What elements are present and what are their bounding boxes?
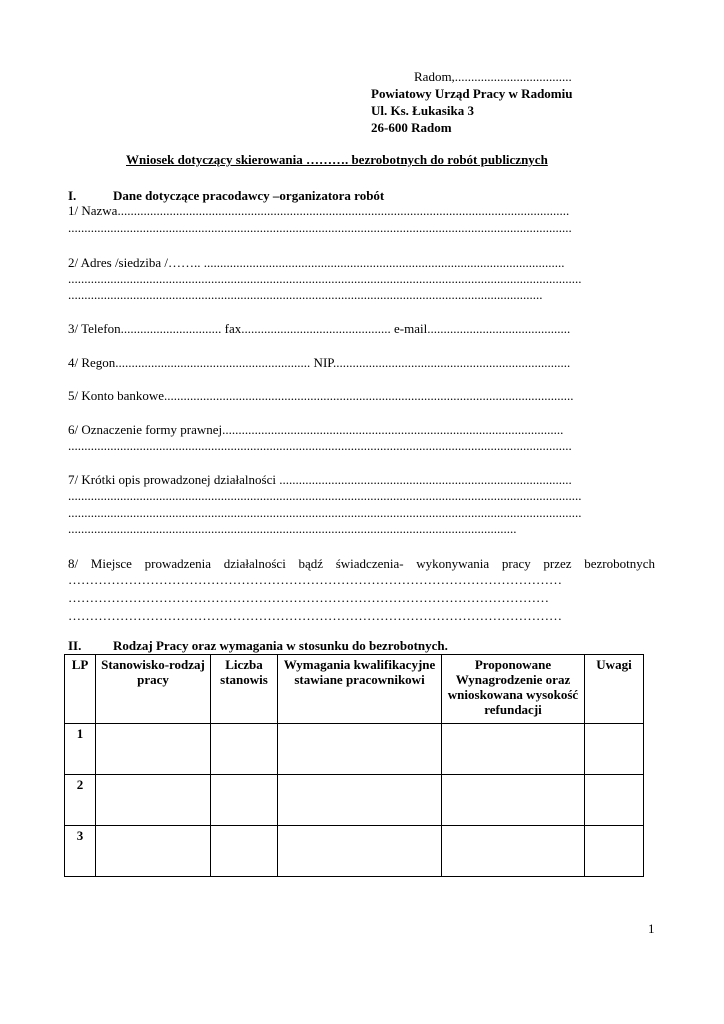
name-field[interactable]: 1/ Nazwa........................................................................................................................................... bbox=[68, 203, 570, 218]
legal-form-field[interactable]: 6/ Oznaczenie formy prawnej......................................................................................................... bbox=[68, 422, 564, 437]
row-number: 3 bbox=[65, 826, 96, 877]
work-requirements-table bbox=[64, 654, 644, 877]
name-field-continuation[interactable]: ........................................................................................................................................................... bbox=[68, 220, 572, 235]
legal-form-field-continuation[interactable]: ........................................................................................................................................................... bbox=[68, 438, 572, 453]
row-number: 1 bbox=[65, 724, 96, 775]
count-cell[interactable] bbox=[211, 826, 278, 877]
section1-number: I. bbox=[68, 188, 77, 203]
activity-continuation-1[interactable]: .............................................................................................................................................................. bbox=[68, 488, 582, 503]
table-row bbox=[65, 826, 644, 877]
position-cell[interactable] bbox=[96, 826, 211, 877]
requirements-cell[interactable] bbox=[278, 826, 442, 877]
salary-refund-cell[interactable] bbox=[442, 724, 585, 775]
workplace-field-3[interactable]: …………………………………………………………………………………………………… bbox=[68, 608, 562, 623]
activity-continuation-2[interactable]: .............................................................................................................................................................. bbox=[68, 505, 582, 520]
section2-heading: Rodzaj Pracy oraz wymagania w stosunku do bezrobotnych. bbox=[113, 638, 448, 653]
address-field[interactable]: 2/ Adres /siedziba /…….. ............................................................................................................... bbox=[68, 255, 565, 270]
column-header-position: Stanowisko-rodzaj pracy bbox=[96, 655, 211, 724]
row-number: 2 bbox=[65, 775, 96, 826]
page-number: 1 bbox=[648, 921, 655, 936]
count-cell[interactable] bbox=[211, 724, 278, 775]
column-header-remarks: Uwagi bbox=[585, 655, 644, 724]
document-title: Wniosek dotyczący skierowania ………. bezrobotnych do robót publicznych bbox=[126, 152, 548, 167]
table-row bbox=[65, 724, 644, 775]
office-postal: 26-600 Radom bbox=[371, 120, 452, 135]
remarks-cell[interactable] bbox=[585, 826, 644, 877]
requirements-cell[interactable] bbox=[278, 724, 442, 775]
workplace-label: 8/ Miejsce prowadzenia działalności bądź świadczenia- wykonywania pracy przez bezrobotnych bbox=[68, 556, 655, 571]
column-header-count: Liczba stanowis bbox=[211, 655, 278, 724]
office-name: Powiatowy Urząd Pracy w Radomiu bbox=[371, 86, 573, 101]
workplace-field-2[interactable]: ………………………………………………………………………………………………… bbox=[68, 590, 549, 605]
salary-refund-cell[interactable] bbox=[442, 826, 585, 877]
requirements-cell[interactable] bbox=[278, 775, 442, 826]
phone-fax-email-field[interactable]: 3/ Telefon............................... fax.............................................. e-mail............................................ bbox=[68, 321, 571, 336]
section1-heading: Dane dotyczące pracodawcy –organizatora robót bbox=[113, 188, 385, 203]
office-street: Ul. Ks. Łukasika 3 bbox=[371, 103, 474, 118]
address-field-continuation-2[interactable]: .................................................................................................................................................. bbox=[68, 287, 543, 302]
bank-account-field[interactable]: 5/ Konto bankowe.............................................................................................................................. bbox=[68, 388, 574, 403]
position-cell[interactable] bbox=[96, 724, 211, 775]
place-date-line: Radom,.................................... bbox=[414, 69, 572, 84]
position-cell[interactable] bbox=[96, 775, 211, 826]
column-header-salary-refund: Proponowane Wynagrodzenie oraz wnioskowana wysokość refundacji bbox=[442, 655, 585, 724]
salary-refund-cell[interactable] bbox=[442, 775, 585, 826]
column-header-lp: LP bbox=[65, 655, 96, 724]
regon-nip-field[interactable]: 4/ Regon............................................................ NIP......................................................................... bbox=[68, 355, 571, 370]
address-field-continuation-1[interactable]: .............................................................................................................................................................. bbox=[68, 271, 582, 286]
column-header-requirements: Wymagania kwalifikacyjne stawiane pracownikowi bbox=[278, 655, 442, 724]
remarks-cell[interactable] bbox=[585, 775, 644, 826]
workplace-field-1[interactable]: …………………………………………………………………………………………………… bbox=[68, 572, 562, 587]
count-cell[interactable] bbox=[211, 775, 278, 826]
activity-description-field[interactable]: 7/ Krótki opis prowadzonej działalności .......................................................................................... bbox=[68, 472, 572, 487]
table-header-row bbox=[65, 655, 644, 724]
remarks-cell[interactable] bbox=[585, 724, 644, 775]
table-row bbox=[65, 775, 644, 826]
section2-number: II. bbox=[68, 638, 82, 653]
activity-continuation-3[interactable]: .......................................................................................................................................... bbox=[68, 521, 517, 536]
